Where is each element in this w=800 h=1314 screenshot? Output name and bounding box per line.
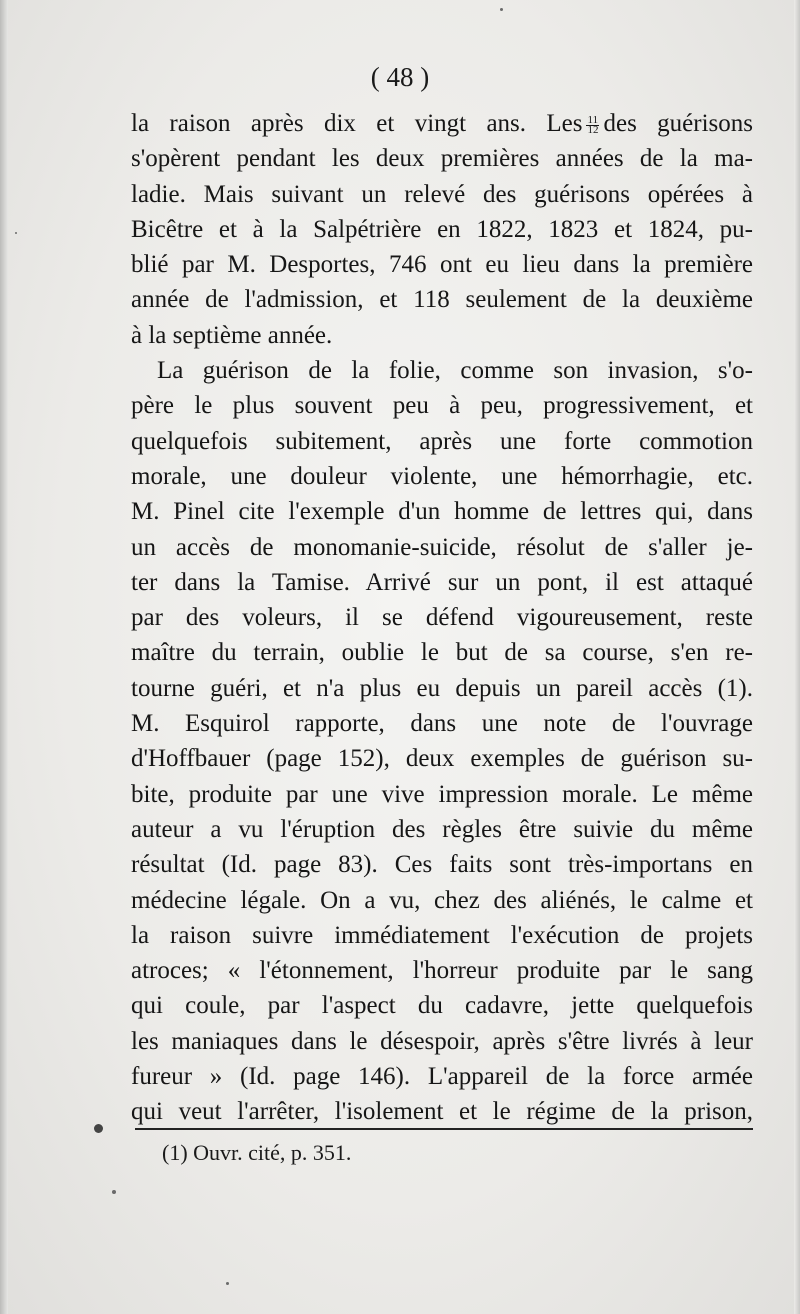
text-line: année de l'admission, et 118 seulement de la deuxième — [131, 286, 753, 314]
text-line-1-end: des guérisons — [603, 110, 753, 137]
paragraph-end-line: à la septième année. — [131, 321, 333, 349]
text-line: bite, produite par une vive impression morale. Le même — [131, 780, 753, 808]
text-line: d'Hoffbauer (page 152), deux exemples de guérison su- — [131, 745, 753, 773]
text-line: père le plus souvent peu à peu, progressivement, et — [131, 392, 753, 420]
ink-speck — [112, 1190, 116, 1194]
footnote-separator-rule — [135, 1128, 753, 1130]
text-line: qui coule, par l'aspect du cadavre, jette quelquefois — [131, 992, 753, 1020]
text-line: morale, une douleur violente, une hémorrhagie, etc. — [131, 462, 753, 490]
ink-speck — [15, 232, 17, 234]
text-line-1-start: la raison après dix et vingt ans. Les — [131, 110, 583, 137]
text-line: auteur a vu l'éruption des règles être suivie du même — [131, 815, 753, 843]
text-line: par des voleurs, il se défend vigoureusement, reste — [131, 604, 753, 632]
text-line: résultat (Id. page 83). Ces faits sont très-importans en — [131, 851, 753, 879]
fraction — [586, 113, 599, 136]
footnote: (1) Ouvr. cité, p. 351. — [162, 1140, 352, 1165]
ink-speck — [226, 1282, 229, 1285]
text-line: ter dans la Tamise. Arrivé sur un pont, il est attaqué — [131, 568, 753, 596]
text-line: fureur » (Id. page 146). L'appareil de la force armée — [131, 1063, 753, 1091]
page-left-edge-shadow — [0, 0, 8, 1314]
text-line: s'opèrent pendant les deux premières années de la ma- — [131, 145, 753, 173]
text-line-1 — [131, 106, 753, 141]
ink-speck — [94, 1124, 103, 1133]
text-line: atroces; « l'étonnement, l'horreur produite par le sang — [131, 957, 753, 985]
text-line: blié par M. Desportes, 746 ont eu lieu dans la première — [131, 251, 753, 279]
paragraph-start-line: La guérison de la folie, comme son invasion, s'o- — [157, 357, 753, 385]
text-line: maître du terrain, oublie le but de sa course, s'en re- — [131, 639, 753, 667]
text-line: M. Esquirol rapporte, dans une note de l'ouvrage — [131, 710, 753, 738]
text-line: Bicêtre et à la Salpétrière en 1822, 1823 et 1824, pu- — [131, 215, 753, 243]
page-right-edge-shadow — [794, 0, 800, 1314]
text-line: médecine légale. On a vu, chez des aliénés, le calme et — [131, 886, 753, 914]
ink-speck — [500, 8, 503, 11]
text-line: ladie. Mais suivant un relevé des guérisons opérées à — [131, 180, 753, 208]
text-line: les maniaques dans le désespoir, après s'être livrés à leur — [131, 1027, 753, 1055]
body-text — [131, 106, 753, 1130]
text-line: un accès de monomanie-suicide, résolut de s'aller je- — [131, 533, 753, 561]
fraction-denominator: 12 — [587, 123, 599, 136]
fraction-numerator: 11 — [587, 113, 599, 126]
text-line: tourne guéri, et n'a plus eu depuis un pareil accès (1). — [131, 674, 753, 702]
page-number: ( 48 ) — [370, 62, 430, 92]
text-line: M. Pinel cite l'exemple d'un homme de lettres qui, dans — [131, 498, 753, 526]
text-line: quelquefois subitement, après une forte commotion — [131, 427, 753, 455]
text-line: qui veut l'arrêter, l'isolement et le régime de la prison, — [131, 1098, 753, 1126]
text-line: la raison suivre immédiatement l'exécution de projets — [131, 921, 753, 949]
